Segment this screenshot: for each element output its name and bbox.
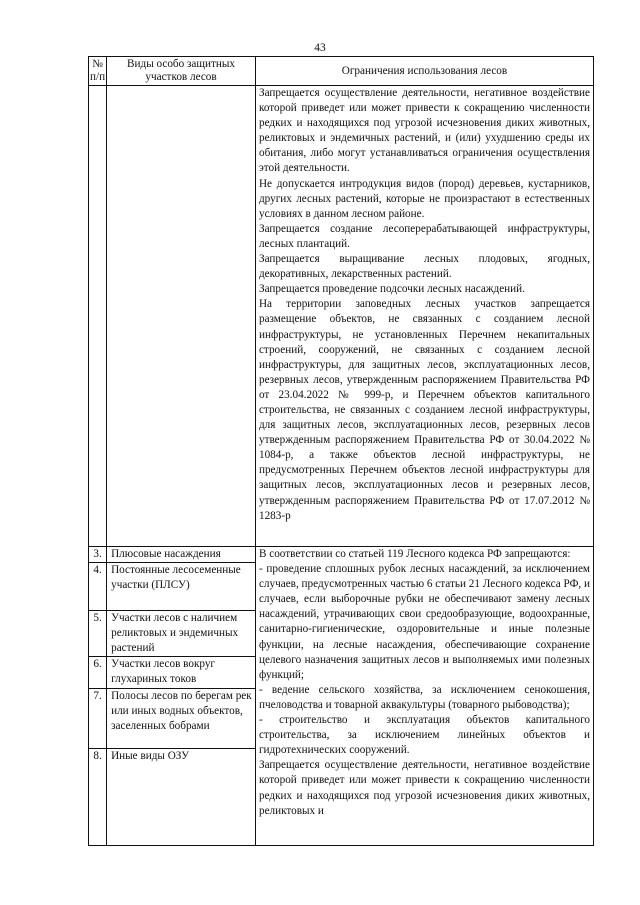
row-kind: Участки лесов вокруг глухариных токов bbox=[107, 657, 256, 688]
paragraph: - строительство и эксплуатация объектов капитального строительства, за исключением линейных объектов и гидротехнических сооружений. bbox=[258, 714, 590, 757]
table-row-continuation bbox=[89, 86, 594, 547]
paragraph: Запрещается создание лесоперерабатывающей инфраструктуры, лесных плантаций. bbox=[258, 222, 590, 250]
row-kind: Участки лесов с наличием реликтовых и эндемичных растений bbox=[107, 611, 256, 657]
row-kind: Постоянные лесосеменные участки (ПЛСУ) bbox=[107, 563, 256, 611]
cell-kind-empty bbox=[107, 86, 256, 547]
page-number: 43 bbox=[314, 42, 326, 54]
paragraph: Запрещается проведение подсочки лесных насаждений. bbox=[258, 283, 525, 296]
row-kind: Иные виды ОЗУ bbox=[107, 748, 256, 845]
cell-continuation-text bbox=[255, 86, 593, 547]
cell-shared-restrictions bbox=[255, 547, 593, 846]
row-number: 3. bbox=[89, 547, 107, 563]
cell-num-empty bbox=[89, 86, 107, 547]
paragraph: Запрещается осуществление деятельности, негативное воздействие которой приведет или может привести к сокращению численности редких и находящихся под угрозой исчезновения диких животных, реликтовых и bbox=[258, 759, 590, 817]
header-restrictions: Ограничения использования лесов bbox=[255, 57, 593, 86]
paragraph: Запрещается осуществление деятельности, негативное воздействие которой приведет или может привести к сокращению численности редких и находящихся под угрозой исчезновения диких животных, реликтовых и эндемичных растений, и (или) ухудшению среды их обитания, либо могут устанавливаться ограничения осуществления этой деятельности. bbox=[258, 87, 590, 175]
paragraph: На территории заповедных лесных участков запрещается размещение объектов, не связанных с созданием лесной инфраструктуры, не установленных Перечнем некапитальных строений, сооружений, не связанных с созданием лесной инфраструктуры, для защитных лесов, эксплуатационных лесов, резервных лесов, утвержденным распоряжением Правительства РФ от 23.04.2022 № 999-р, и Перечнем объектов капитального строительства, не связанных с созданием лесной инфраструктуры, для защитных лесов, эксплуатационных лесов, резервных лесов утвержденным распоряжением Правительства РФ от 30.04.2022 № 1084-р, а также объектов лесной инфраструктуры, не предусмотренных Перечнем объектов лесной инфраструктуры для защитных лесов, эксплуатационных лесов и резервных лесов, утвержденным распоряжением Правительства РФ от 17.07.2012 № 1283-р bbox=[258, 298, 590, 522]
restrictions-table bbox=[88, 56, 594, 846]
row-kind: Полосы лесов по берегам рек или иных водных объектов, заселенных бобрами bbox=[107, 688, 256, 748]
paragraph: Не допускается интродукция видов (пород) деревьев, кустарников, других лесных растений, которые не произрастают в естественных условиях в данном лесном районе. bbox=[258, 177, 590, 220]
row-number: 6. bbox=[89, 657, 107, 688]
paragraph: Запрещается выращивание лесных плодовых, ягодных, декоративных, лекарственных растений. bbox=[258, 253, 590, 281]
row-number: 7. bbox=[89, 688, 107, 748]
table-row bbox=[89, 547, 594, 563]
header-kinds: Виды особо защитных участков лесов bbox=[107, 57, 256, 86]
table-header-row bbox=[89, 57, 594, 86]
header-num: № п/п bbox=[89, 57, 107, 86]
row-number: 8. bbox=[89, 748, 107, 845]
paragraph: В соответствии со статьей 119 Лесного кодекса РФ запрещаются: bbox=[258, 548, 571, 560]
paragraph: - ведение сельского хозяйства, за исключением сенокошения, пчеловодства и товарной аквакультуры (товарного рыбоводства); bbox=[258, 683, 590, 711]
row-number: 5. bbox=[89, 611, 107, 657]
paragraph: - проведение сплошных рубок лесных насаждений, за исключением случаев, предусмотренных частью 6 статьи 21 Лесного кодекса РФ, и случаев, если выборочные рубки не обеспечивают замену лесных насаждений, утрачивающих свои средообразующие, водоохранные, санитарно-гигиенические, оздоровительные и иные полезные функции, на лесные насаждения, обеспечивающие сохранение целевого назначения защитных лесов и выполняемых ими полезных функций; bbox=[258, 563, 590, 681]
row-kind: Плюсовые насаждения bbox=[107, 547, 256, 563]
row-number: 4. bbox=[89, 563, 107, 611]
